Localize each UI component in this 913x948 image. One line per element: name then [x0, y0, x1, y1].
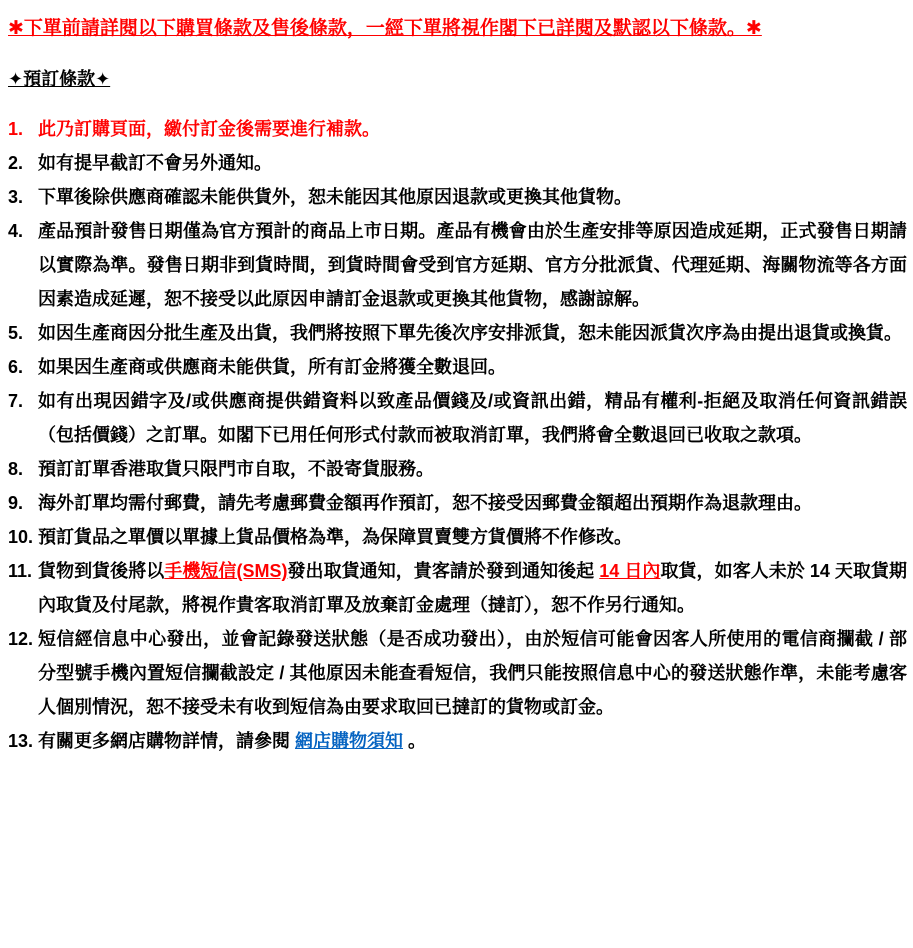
term-item-8	[8, 452, 907, 486]
term-text-segment: 發出取貨通知，貴客請於發到通知後起	[287, 561, 600, 581]
term-text-segment: 預訂貨品之單價以單據上貨品價格為準，為保障買賣雙方貨價將不作修改。	[38, 527, 632, 547]
term-number: 2.	[8, 153, 24, 173]
term-number: 11.	[8, 561, 33, 581]
term-number: 1.	[8, 119, 24, 139]
term-number: 3.	[8, 187, 24, 207]
term-text-segment: 手機短信(SMS)	[164, 561, 288, 581]
term-number: 13.	[8, 731, 34, 751]
term-text-segment: 取貨，如客人未於 14 天取貨期內取貨及付尾款，將視作貴客取消訂單及放棄訂金處理（撻訂），恕不作另行通知。	[38, 561, 908, 615]
term-text-segment: 產品預計發售日期僅為官方預計的商品上市日期。產品有機會由於生產安排等原因造成延期，正式發售日期請以實際為準。發售日期非到貨時間，到貨時間會受到官方延期、官方分批派貨、代理延期、海關物流等各方面因素造成延遲，恕不接受以此原因申請訂金退款或更換其他貨物，感謝諒解。	[38, 221, 907, 309]
term-text	[38, 622, 907, 724]
term-text	[38, 146, 907, 180]
term-item-1	[8, 112, 907, 146]
term-number: 4.	[8, 221, 24, 241]
term-text-segment: 短信經信息中心發出，並會記錄發送狀態（是否成功發出），由於短信可能會因客人所使用的電信商攔截 / 部分型號手機內置短信攔截設定 / 其他原因未能查看短信，我們只能按照信息中心的發送狀態作準，未能考慮客人個別情況，恕不接受未有收到短信為由要求取回已撻訂的貨物或訂金。	[38, 629, 907, 717]
term-text	[38, 214, 907, 316]
term-number: 5.	[8, 323, 24, 343]
term-item-13	[8, 724, 907, 758]
term-text-segment: 下單後除供應商確認未能供貨外，恕未能因其他原因退款或更換其他貨物。	[38, 187, 632, 207]
term-text	[38, 316, 907, 350]
term-text-segment: 此乃訂購頁面，繳付訂金後需要進行補款。	[38, 119, 380, 139]
term-item-4	[8, 214, 907, 316]
term-number: 9.	[8, 493, 24, 513]
term-item-5	[8, 316, 907, 350]
term-text-segment: 14 日內	[599, 561, 661, 581]
term-text-segment: 海外訂單均需付郵費，請先考慮郵費金額再作預訂，恕不接受因郵費金額超出預期作為退款理由。	[38, 493, 812, 513]
term-item-3	[8, 180, 907, 214]
term-text	[38, 350, 907, 384]
term-text	[38, 724, 907, 758]
term-text	[38, 486, 907, 520]
term-text-segment: 預訂訂單香港取貨只限門市自取，不設寄貨服務。	[38, 459, 434, 479]
term-number: 6.	[8, 357, 24, 377]
term-text	[38, 554, 907, 622]
terms-list	[8, 112, 907, 758]
term-item-12	[8, 622, 907, 724]
term-text-segment: 如有出現因錯字及/或供應商提供錯資料以致產品價錢及/或資訊出錯，精品有權利-拒絕及取消任何資訊錯誤（包括價錢）之訂單。如閣下已用任何形式付款而被取消訂單，我們將會全數退回已收取之款項。	[38, 391, 907, 445]
term-item-10	[8, 520, 907, 554]
section-title: ✦預訂條款✦	[8, 69, 111, 89]
term-item-7	[8, 384, 907, 452]
term-text	[38, 452, 907, 486]
notice-title: ✱下單前請詳閱以下購買條款及售後條款，一經下單將視作閣下已詳閱及默認以下條款。✱	[8, 18, 762, 39]
term-text-segment: 如有提早截訂不會另外通知。	[38, 153, 272, 173]
term-text	[38, 384, 907, 452]
term-number: 7.	[8, 391, 24, 411]
term-item-6	[8, 350, 907, 384]
term-text-segment: 。	[403, 731, 427, 751]
shop-guide-link[interactable]: 網店購物須知	[295, 731, 403, 751]
term-item-11	[8, 554, 907, 622]
term-text	[38, 180, 907, 214]
term-text-segment: 貨物到貨後將以	[38, 561, 165, 581]
term-text-segment: 有關更多網店購物詳情，請參閱	[38, 731, 295, 751]
term-number: 8.	[8, 459, 24, 479]
term-number: 10.	[8, 527, 34, 547]
term-text	[38, 112, 907, 146]
term-text	[38, 520, 907, 554]
term-text-segment: 如果因生產商或供應商未能供貨，所有訂金將獲全數退回。	[38, 357, 506, 377]
term-text-segment: 如因生產商因分批生產及出貨，我們將按照下單先後次序安排派貨，恕未能因派貨次序為由提出退貨或換貨。	[38, 323, 902, 343]
term-item-2	[8, 146, 907, 180]
term-item-9	[8, 486, 907, 520]
term-number: 12.	[8, 629, 34, 649]
